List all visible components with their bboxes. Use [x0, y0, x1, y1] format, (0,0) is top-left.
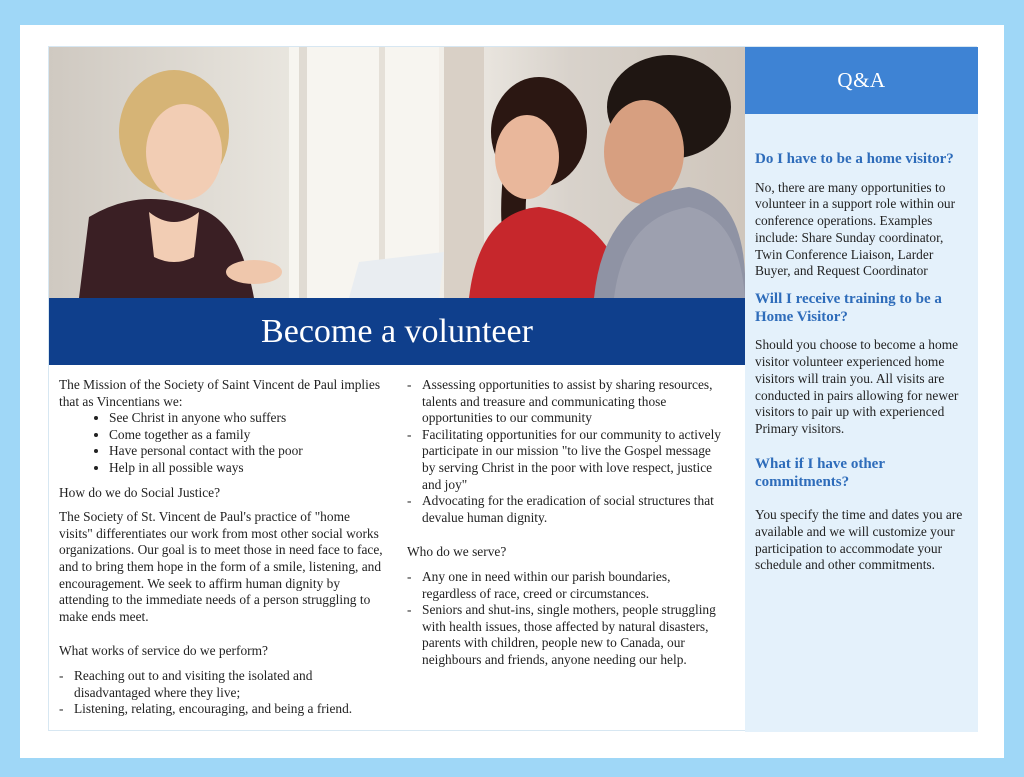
services-list [59, 668, 384, 718]
services-list-continued [407, 377, 727, 526]
qa-question: What if I have other commitments? [755, 456, 885, 490]
list-item: • Have personal contact with the poor [109, 443, 384, 460]
qa-sidebar [745, 47, 978, 732]
home-visits-paragraph: The Society of St. Vincent de Paul's practice of "home visits" differentiates our work from most other social works organizations. Our goal is to meet those in need face to face, and to bring them hope in the form of a smile, listening, and encouragement. We seek to affirm human dignity by attending to the immediate needs of a person struggling to make ends meet. [59, 509, 383, 624]
middle-column [407, 377, 727, 677]
list-item: - Seniors and shut-ins, single mothers, people struggling with health issues, those affected by natural disasters, parents with children, people new to Canada, our neighbours and friends, anyone needing our help. [407, 602, 727, 668]
mission-list [59, 410, 384, 476]
brochure-page [48, 46, 977, 731]
volunteers-photo [49, 47, 745, 298]
list-item: - Assessing opportunities to assist by sharing resources, talents and treasure and communicating those opportunities to our community [407, 377, 727, 427]
list-item: - Advocating for the eradication of social structures that devalue human dignity. [407, 493, 727, 526]
list-item: • Help in all possible ways [109, 460, 384, 477]
qa-header: Q&A [745, 47, 978, 114]
list-item: • Come together as a family [109, 427, 384, 444]
qa-question: Will I receive training to be a Home Visitor? [755, 291, 942, 325]
list-item: • See Christ in anyone who suffers [109, 410, 384, 427]
qa-body [745, 114, 978, 574]
qa-answer: You specify the time and dates you are available and we will customize your participation to accommodate your schedule and other commitments. [755, 507, 963, 573]
left-column [59, 377, 384, 726]
question-social-justice: How do we do Social Justice? [59, 484, 221, 500]
question-works-of-service: What works of service do we perform? [59, 643, 268, 659]
qa-answer: Should you choose to become a home visitor volunteer experienced home visitors will train you. All visits are conducted in pairs allowing for newer visitors to pair up with experienced Primary visitors. [755, 337, 959, 437]
qa-answer: No, there are many opportunities to volunteer in a support role within our conference operations. Examples include: Share Sunday coordinator, Twin Conference Liaison, Larder Buyer, and Request Coordinator [755, 179, 956, 279]
serve-list [407, 569, 727, 669]
list-item: - Listening, relating, encouraging, and being a friend. [59, 701, 384, 718]
banner-title: Become a volunteer [49, 298, 745, 365]
mission-intro: The Mission of the Society of Saint Vincent de Paul implies that as Vincentians we: [59, 377, 381, 409]
list-item: - Any one in need within our parish boundaries, regardless of race, creed or circumstances. [407, 569, 727, 602]
page-frame [20, 25, 1004, 758]
list-item: - Facilitating opportunities for our community to actively participate in our mission "to live the Gospel message by serving Christ in the poor with love respect, justice and joy" [407, 427, 727, 493]
list-item: - Reaching out to and visiting the isolated and disadvantaged where they live; [59, 668, 384, 701]
qa-question: Do I have to be a home visitor? [755, 151, 954, 167]
question-who-we-serve: Who do we serve? [407, 544, 507, 560]
